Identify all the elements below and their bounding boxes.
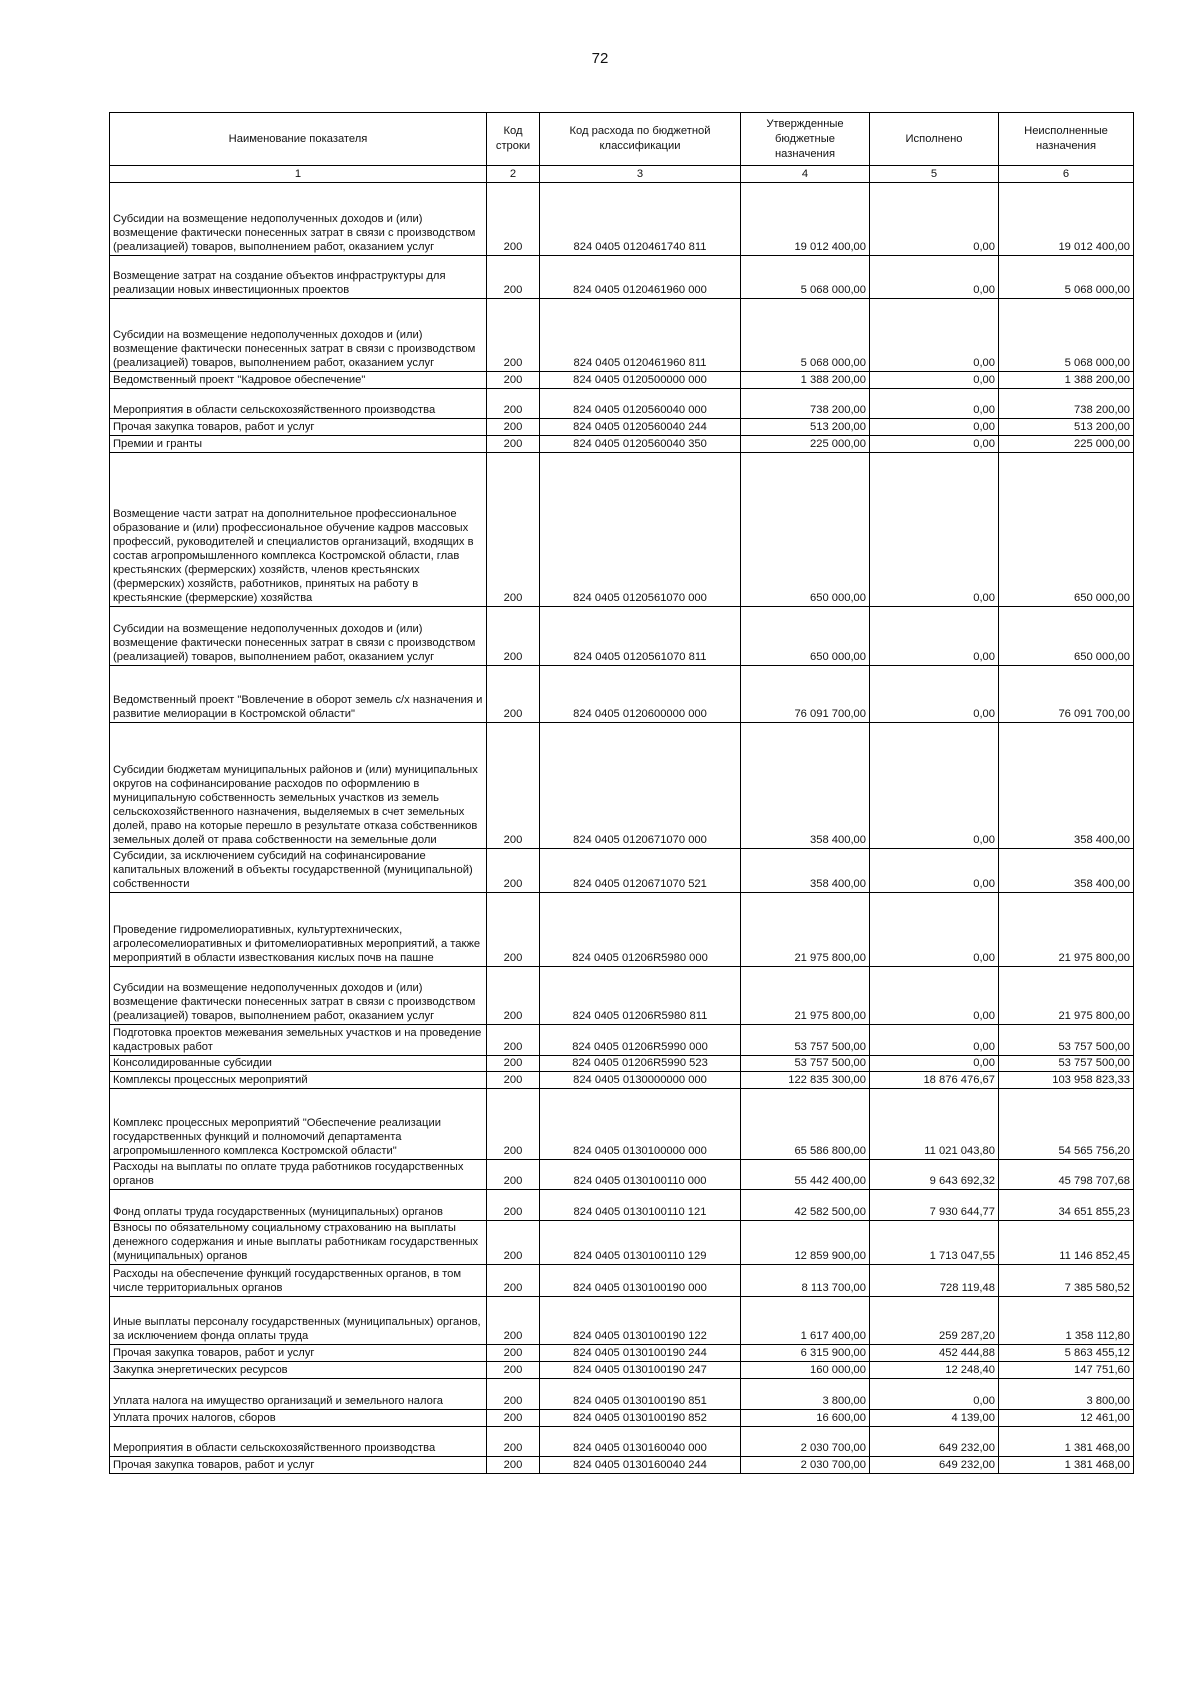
- row-code: 200: [487, 1221, 540, 1265]
- table-row: [110, 1056, 1134, 1072]
- row-kbk: 824 0405 0130160040 000: [540, 1427, 741, 1457]
- row-kbk: 824 0405 0120461740 811: [540, 183, 741, 256]
- row-executed: 0,00: [870, 436, 999, 453]
- row-code: 200: [487, 1265, 540, 1297]
- table-row: [110, 299, 1134, 372]
- row-code: 200: [487, 1410, 540, 1427]
- row-unexecuted: 3 800,00: [999, 1379, 1134, 1410]
- row-name: Ведомственный проект "Кадровое обеспечение": [110, 372, 487, 389]
- table-row: [110, 1089, 1134, 1160]
- row-kbk: 824 0405 0120560040 244: [540, 419, 741, 436]
- column-number: 1: [110, 166, 487, 183]
- row-kbk: 824 0405 0130000000 000: [540, 1072, 741, 1089]
- row-kbk: 824 0405 01206R5980 811: [540, 967, 741, 1025]
- table-row: [110, 666, 1134, 723]
- column-number: 6: [999, 166, 1134, 183]
- row-name: Комплекс процессных мероприятий "Обеспечение реализации государственных функций и полномочий департамента агропромышленного комплекса Костромской области": [110, 1089, 487, 1160]
- row-unexecuted: 358 400,00: [999, 849, 1134, 893]
- row-approved: 53 757 500,00: [741, 1056, 870, 1072]
- row-executed: 0,00: [870, 893, 999, 967]
- table-row: [110, 1345, 1134, 1362]
- row-name: Взносы по обязательному социальному страхованию на выплаты денежного содержания и иные выплаты работникам государственных (муниципальных) органов: [110, 1221, 487, 1265]
- row-executed: 0,00: [870, 453, 999, 607]
- column-number: 4: [741, 166, 870, 183]
- row-code: 200: [487, 967, 540, 1025]
- table-row: [110, 1362, 1134, 1379]
- row-name: Уплата налога на имущество организаций и земельного налога: [110, 1379, 487, 1410]
- row-name: Субсидии на возмещение недополученных доходов и (или) возмещение фактически понесенных затрат в связи с производством (реализацией) товаров, выполнением работ, оказанием услуг: [110, 967, 487, 1025]
- row-approved: 2 030 700,00: [741, 1457, 870, 1474]
- row-code: 200: [487, 1025, 540, 1056]
- row-name: Субсидии на возмещение недополученных доходов и (или) возмещение фактически понесенных затрат в связи с производством (реализацией) товаров, выполнением работ, оказанием услуг: [110, 299, 487, 372]
- row-executed: 0,00: [870, 299, 999, 372]
- table-row: [110, 1427, 1134, 1457]
- table-row: [110, 183, 1134, 256]
- row-kbk: 824 0405 0120500000 000: [540, 372, 741, 389]
- row-name: Субсидии на возмещение недополученных доходов и (или) возмещение фактически понесенных затрат в связи с производством (реализацией) товаров, выполнением работ, оказанием услуг: [110, 607, 487, 666]
- table-row: [110, 723, 1134, 849]
- row-unexecuted: 21 975 800,00: [999, 967, 1134, 1025]
- row-approved: 21 975 800,00: [741, 893, 870, 967]
- row-approved: 650 000,00: [741, 453, 870, 607]
- row-executed: 0,00: [870, 666, 999, 723]
- table-row: [110, 1221, 1134, 1265]
- row-unexecuted: 76 091 700,00: [999, 666, 1134, 723]
- table-row: [110, 256, 1134, 299]
- row-executed: 12 248,40: [870, 1362, 999, 1379]
- row-code: 200: [487, 389, 540, 419]
- row-code: 200: [487, 1427, 540, 1457]
- column-number: 2: [487, 166, 540, 183]
- row-executed: 0,00: [870, 256, 999, 299]
- row-executed: 649 232,00: [870, 1457, 999, 1474]
- row-code: 200: [487, 607, 540, 666]
- row-approved: 650 000,00: [741, 607, 870, 666]
- row-executed: 0,00: [870, 1379, 999, 1410]
- row-name: Консолидированные субсидии: [110, 1056, 487, 1072]
- table-row: [110, 1379, 1134, 1410]
- row-approved: 19 012 400,00: [741, 183, 870, 256]
- row-name: Подготовка проектов межевания земельных участков и на проведение кадастровых работ: [110, 1025, 487, 1056]
- row-executed: 0,00: [870, 372, 999, 389]
- table-row: [110, 1265, 1134, 1297]
- row-unexecuted: 5 068 000,00: [999, 256, 1134, 299]
- row-kbk: 824 0405 0130100190 122: [540, 1297, 741, 1345]
- budget-execution-table: [109, 112, 1134, 1474]
- row-kbk: 824 0405 0130100110 000: [540, 1160, 741, 1190]
- row-approved: 5 068 000,00: [741, 299, 870, 372]
- row-name: Возмещение затрат на создание объектов инфраструктуры для реализации новых инвестиционных проектов: [110, 256, 487, 299]
- row-kbk: 824 0405 0120561070 000: [540, 453, 741, 607]
- row-executed: 0,00: [870, 849, 999, 893]
- row-kbk: 824 0405 0130100190 244: [540, 1345, 741, 1362]
- row-code: 200: [487, 183, 540, 256]
- table-row: [110, 1160, 1134, 1190]
- header-row: [110, 113, 1134, 166]
- row-name: Проведение гидромелиоративных, культуртехнических, агролесомелиоративных и фитомелиоративных мероприятий, а также мероприятий в области известкования кислых почв на пашне: [110, 893, 487, 967]
- row-executed: 728 119,48: [870, 1265, 999, 1297]
- row-name: Прочая закупка товаров, работ и услуг: [110, 1345, 487, 1362]
- row-name: Закупка энергетических ресурсов: [110, 1362, 487, 1379]
- header-code: Код строки: [487, 113, 540, 166]
- row-name: Субсидии бюджетам муниципальных районов и (или) муниципальных округов на софинансирование расходов по оформлению в муниципальную собственность земельных участков из земель сельскохозяйственного назначения, выделяемых в счет земельных долей, право на которые перешло в результате отказа собственников земельных долей от права собственности на земельные доли: [110, 723, 487, 849]
- column-number-row: [110, 166, 1134, 183]
- row-approved: 55 442 400,00: [741, 1160, 870, 1190]
- row-approved: 738 200,00: [741, 389, 870, 419]
- row-code: 200: [487, 1297, 540, 1345]
- row-kbk: 824 0405 01206R5980 000: [540, 893, 741, 967]
- row-kbk: 824 0405 0130100190 851: [540, 1379, 741, 1410]
- row-unexecuted: 53 757 500,00: [999, 1025, 1134, 1056]
- row-kbk: 824 0405 01206R5990 523: [540, 1056, 741, 1072]
- row-approved: 358 400,00: [741, 849, 870, 893]
- row-approved: 16 600,00: [741, 1410, 870, 1427]
- row-kbk: 824 0405 0120461960 000: [540, 256, 741, 299]
- row-unexecuted: 1 388 200,00: [999, 372, 1134, 389]
- row-approved: 8 113 700,00: [741, 1265, 870, 1297]
- row-code: 200: [487, 299, 540, 372]
- row-approved: 160 000,00: [741, 1362, 870, 1379]
- row-code: 200: [487, 419, 540, 436]
- header-executed: Исполнено: [870, 113, 999, 166]
- row-unexecuted: 225 000,00: [999, 436, 1134, 453]
- row-approved: 53 757 500,00: [741, 1025, 870, 1056]
- header-approved: Утвержденные бюджетные назначения: [741, 113, 870, 166]
- row-unexecuted: 5 068 000,00: [999, 299, 1134, 372]
- row-executed: 0,00: [870, 389, 999, 419]
- row-approved: 65 586 800,00: [741, 1089, 870, 1160]
- row-executed: 9 643 692,32: [870, 1160, 999, 1190]
- row-code: 200: [487, 1190, 540, 1221]
- row-approved: 5 068 000,00: [741, 256, 870, 299]
- row-code: 200: [487, 436, 540, 453]
- table-row: [110, 607, 1134, 666]
- row-approved: 3 800,00: [741, 1379, 870, 1410]
- table-row: [110, 1410, 1134, 1427]
- row-name: Уплата прочих налогов, сборов: [110, 1410, 487, 1427]
- row-unexecuted: 21 975 800,00: [999, 893, 1134, 967]
- row-code: 200: [487, 1457, 540, 1474]
- header-kbk: Код расхода по бюджетной классификации: [540, 113, 741, 166]
- row-unexecuted: 45 798 707,68: [999, 1160, 1134, 1190]
- row-approved: 122 835 300,00: [741, 1072, 870, 1089]
- row-name: Мероприятия в области сельскохозяйственного производства: [110, 1427, 487, 1457]
- column-number: 3: [540, 166, 741, 183]
- table-row: [110, 419, 1134, 436]
- row-unexecuted: 7 385 580,52: [999, 1265, 1134, 1297]
- table-row: [110, 453, 1134, 607]
- row-name: Ведомственный проект "Вовлечение в оборот земель с/х назначения и развитие мелиорации в Костромской области": [110, 666, 487, 723]
- row-executed: 0,00: [870, 1025, 999, 1056]
- row-approved: 1 617 400,00: [741, 1297, 870, 1345]
- row-code: 200: [487, 1072, 540, 1089]
- row-name: Возмещение части затрат на дополнительное профессиональное образование и (или) профессиональное обучение кадров массовых профессий, руководителей и специалистов организаций, входящих в состав агропромышленного комплекса Костромской области, глав крестьянских (фермерских) хозяйств, членов крестьянских (фермерских) хозяйств, работников, принятых на работу в крестьянские (фермерские) хозяйства: [110, 453, 487, 607]
- row-kbk: 824 0405 0120600000 000: [540, 666, 741, 723]
- row-name: Прочая закупка товаров, работ и услуг: [110, 1457, 487, 1474]
- row-code: 200: [487, 1160, 540, 1190]
- table-row: [110, 389, 1134, 419]
- table-row: [110, 1297, 1134, 1345]
- page-number: 72: [591, 50, 609, 67]
- row-unexecuted: 650 000,00: [999, 607, 1134, 666]
- row-code: 200: [487, 1345, 540, 1362]
- row-approved: 21 975 800,00: [741, 967, 870, 1025]
- row-executed: 0,00: [870, 967, 999, 1025]
- row-executed: 0,00: [870, 607, 999, 666]
- row-executed: 1 713 047,55: [870, 1221, 999, 1265]
- row-unexecuted: 358 400,00: [999, 723, 1134, 849]
- row-kbk: 824 0405 0120671070 521: [540, 849, 741, 893]
- row-code: 200: [487, 893, 540, 967]
- row-code: 200: [487, 256, 540, 299]
- table-row: [110, 1190, 1134, 1221]
- row-executed: 259 287,20: [870, 1297, 999, 1345]
- row-approved: 358 400,00: [741, 723, 870, 849]
- row-unexecuted: 54 565 756,20: [999, 1089, 1134, 1160]
- row-name: Расходы на обеспечение функций государственных органов, в том числе территориальных органов: [110, 1265, 487, 1297]
- row-kbk: 824 0405 0130100000 000: [540, 1089, 741, 1160]
- row-kbk: 824 0405 0120671070 000: [540, 723, 741, 849]
- row-executed: 0,00: [870, 183, 999, 256]
- row-unexecuted: 11 146 852,45: [999, 1221, 1134, 1265]
- table-row: [110, 967, 1134, 1025]
- row-approved: 76 091 700,00: [741, 666, 870, 723]
- row-unexecuted: 1 358 112,80: [999, 1297, 1134, 1345]
- row-kbk: 824 0405 0130100190 247: [540, 1362, 741, 1379]
- row-kbk: 824 0405 0120560040 350: [540, 436, 741, 453]
- row-executed: 0,00: [870, 723, 999, 849]
- row-executed: 11 021 043,80: [870, 1089, 999, 1160]
- table-row: [110, 372, 1134, 389]
- row-kbk: 824 0405 0120560040 000: [540, 389, 741, 419]
- header-name: Наименование показателя: [110, 113, 487, 166]
- row-kbk: 824 0405 0130100110 129: [540, 1221, 741, 1265]
- table-body: [110, 183, 1134, 1474]
- row-approved: 2 030 700,00: [741, 1427, 870, 1457]
- row-code: 200: [487, 372, 540, 389]
- row-code: 200: [487, 666, 540, 723]
- row-approved: 6 315 900,00: [741, 1345, 870, 1362]
- row-name: Расходы на выплаты по оплате труда работников государственных органов: [110, 1160, 487, 1190]
- row-approved: 42 582 500,00: [741, 1190, 870, 1221]
- row-approved: 225 000,00: [741, 436, 870, 453]
- row-executed: 649 232,00: [870, 1427, 999, 1457]
- row-approved: 12 859 900,00: [741, 1221, 870, 1265]
- row-unexecuted: 53 757 500,00: [999, 1056, 1134, 1072]
- row-executed: 7 930 644,77: [870, 1190, 999, 1221]
- row-name: Фонд оплаты труда государственных (муниципальных) органов: [110, 1190, 487, 1221]
- row-unexecuted: 513 200,00: [999, 419, 1134, 436]
- row-unexecuted: 738 200,00: [999, 389, 1134, 419]
- row-code: 200: [487, 1056, 540, 1072]
- column-number: 5: [870, 166, 999, 183]
- row-code: 200: [487, 1089, 540, 1160]
- row-kbk: 824 0405 0130100190 852: [540, 1410, 741, 1427]
- row-approved: 513 200,00: [741, 419, 870, 436]
- table-row: [110, 893, 1134, 967]
- row-kbk: 824 0405 0130160040 244: [540, 1457, 741, 1474]
- row-unexecuted: 1 381 468,00: [999, 1457, 1134, 1474]
- row-code: 200: [487, 453, 540, 607]
- row-kbk: 824 0405 0130100190 000: [540, 1265, 741, 1297]
- table-row: [110, 1025, 1134, 1056]
- table-row: [110, 436, 1134, 453]
- header-unexecuted: Неисполненные назначения: [999, 113, 1134, 166]
- row-unexecuted: 12 461,00: [999, 1410, 1134, 1427]
- row-unexecuted: 650 000,00: [999, 453, 1134, 607]
- row-unexecuted: 147 751,60: [999, 1362, 1134, 1379]
- row-name: Мероприятия в области сельскохозяйственного производства: [110, 389, 487, 419]
- row-executed: 0,00: [870, 1056, 999, 1072]
- row-kbk: 824 0405 0120461960 811: [540, 299, 741, 372]
- row-unexecuted: 1 381 468,00: [999, 1427, 1134, 1457]
- row-name: Субсидии на возмещение недополученных доходов и (или) возмещение фактически понесенных затрат в связи с производством (реализацией) товаров, выполнением работ, оказанием услуг: [110, 183, 487, 256]
- table-row: [110, 1457, 1134, 1474]
- table-row: [110, 1072, 1134, 1089]
- row-code: 200: [487, 1379, 540, 1410]
- row-unexecuted: 103 958 823,33: [999, 1072, 1134, 1089]
- row-unexecuted: 5 863 455,12: [999, 1345, 1134, 1362]
- row-kbk: 824 0405 0120561070 811: [540, 607, 741, 666]
- row-name: Иные выплаты персоналу государственных (муниципальных) органов, за исключением фонда оплаты труда: [110, 1297, 487, 1345]
- table-row: [110, 849, 1134, 893]
- row-executed: 18 876 476,67: [870, 1072, 999, 1089]
- row-unexecuted: 19 012 400,00: [999, 183, 1134, 256]
- row-name: Прочая закупка товаров, работ и услуг: [110, 419, 487, 436]
- row-kbk: 824 0405 01206R5990 000: [540, 1025, 741, 1056]
- row-executed: 452 444,88: [870, 1345, 999, 1362]
- row-executed: 4 139,00: [870, 1410, 999, 1427]
- row-code: 200: [487, 849, 540, 893]
- row-kbk: 824 0405 0130100110 121: [540, 1190, 741, 1221]
- row-approved: 1 388 200,00: [741, 372, 870, 389]
- row-code: 200: [487, 1362, 540, 1379]
- row-name: Субсидии, за исключением субсидий на софинансирование капитальных вложений в объекты государственной (муниципальной) собственности: [110, 849, 487, 893]
- row-name: Комплексы процессных мероприятий: [110, 1072, 487, 1089]
- row-executed: 0,00: [870, 419, 999, 436]
- row-code: 200: [487, 723, 540, 849]
- row-unexecuted: 34 651 855,23: [999, 1190, 1134, 1221]
- row-name: Премии и гранты: [110, 436, 487, 453]
